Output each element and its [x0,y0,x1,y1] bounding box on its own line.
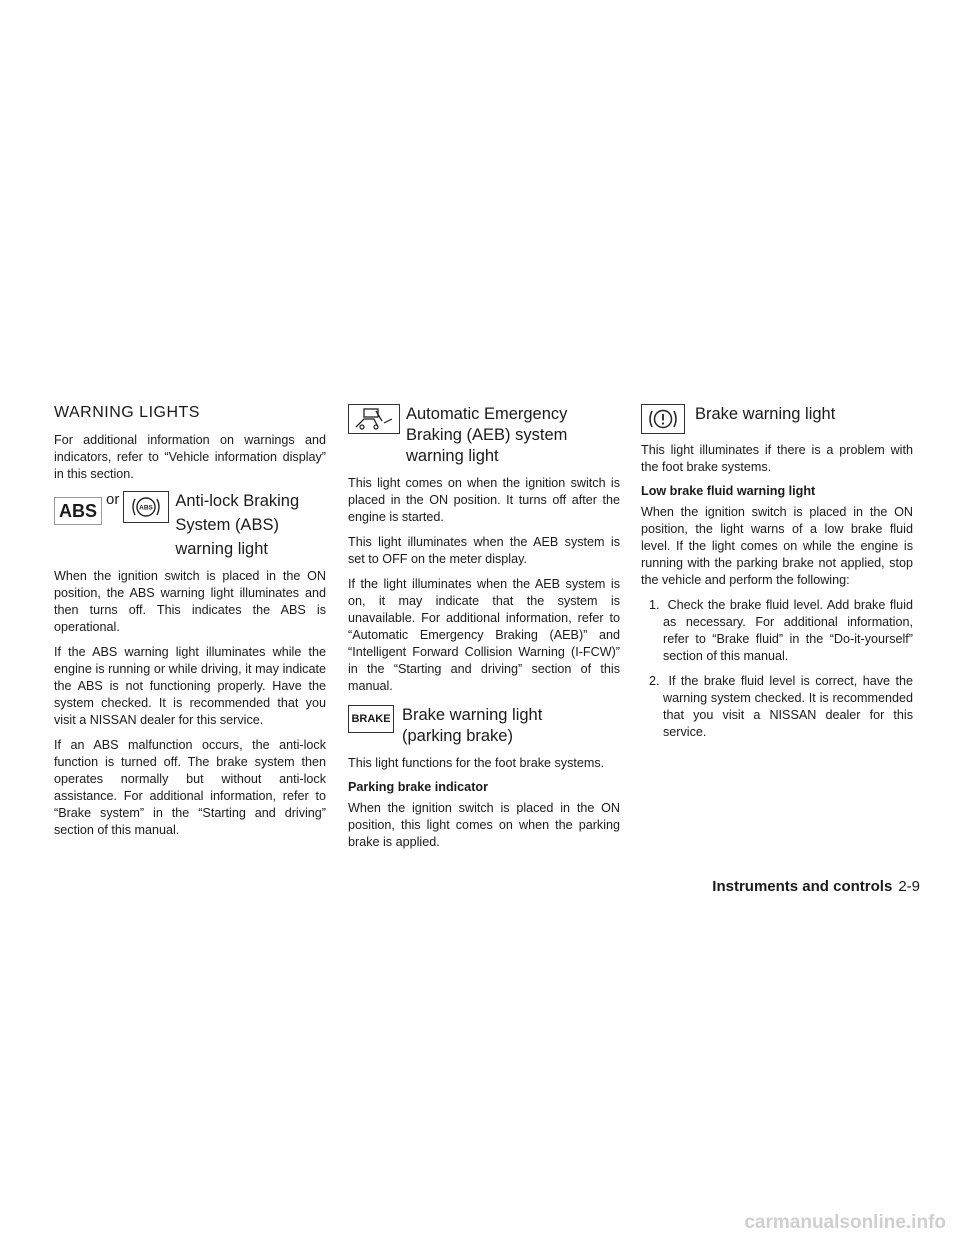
abs-circle-icon [123,491,169,523]
column-2 [348,400,620,859]
step-text: If the brake fluid level is correct, have the warning system checked. It is recommended that you visit a NISSAN dealer for this service. [663,674,914,739]
or-text: or [106,491,120,508]
aeb-title-line-1: Automatic Emergency [406,405,568,423]
column-3 [641,400,913,749]
footer-section-title: Instruments and controls [712,878,893,895]
aeb-header [348,404,620,467]
brake-paragraph-2: When the ignition switch is placed in the ON position, the light warns of a low brake fluid level. If the light comes on while the engine is running with the parking brake not applied, stop the vehicle and perform the following: [641,505,913,587]
brake-parking-paragraph-2: When the ignition switch is placed in the ON position, this light comes on when the parking brake is applied. [348,801,620,849]
brake-parking-title-line-1: Brake warning light [402,706,543,724]
brake-warning-icon [641,404,685,434]
abs-title-line-3: warning light [175,540,268,558]
brake-text-icon [348,705,394,733]
step-number: 1. [649,598,660,612]
list-item [641,673,913,741]
step-text: Check the brake fluid level. Add brake fluid as necessary. For additional information, refer to “Brake fluid” in the “Do-it-yourself” section of this manual. [663,598,913,663]
brake-header [641,404,913,434]
list-item [641,597,913,665]
brake-paragraph-1: This light illuminates if there is a problem with the foot brake systems. [641,443,913,474]
abs-title-line-1: Anti-lock Braking [175,492,300,510]
brake-parking-paragraph-1: This light functions for the foot brake systems. [348,756,605,770]
svg-text:ABS: ABS [139,504,154,512]
aeb-icon [348,404,400,434]
aeb-paragraph-1: This light comes on when the ignition switch is placed in the ON position. It turns off after the engine is started. [348,476,620,524]
aeb-paragraph-3: If the light illuminates when the AEB system is on, it may indicate that the system is unavailable. For additional information, refer to “Automatic Emergency Braking (AEB)” and “Intelligent Forward Collision Warning (I-FCW)” in the “Starting and driving” section of this manual. [348,577,620,693]
abs-paragraph-1: When the ignition switch is placed in the ON position, the ABS warning light illuminates and then turns off. This indicates the ABS is operational. [54,569,326,634]
brake-title [695,404,835,425]
aeb-paragraph-2: This light illuminates when the AEB system is set to OFF on the meter display. [348,535,620,566]
abs-paragraph-2: If the ABS warning light illuminates while the engine is running or while driving, it may indicate the ABS is not functioning properly. Have the system checked. It is recommended that you visit a NISSAN dealer for this service. [54,645,326,727]
abs-header [54,491,326,560]
page-number: 2-9 [898,878,920,895]
page-footer [712,878,920,895]
parking-brake-subhead: Parking brake indicator [348,780,488,794]
brake-steps-list [641,597,913,741]
step-number: 2. [649,674,660,688]
abs-title-line-2: System (ABS) [175,516,279,534]
abs-icon-label: ABS [58,500,97,521]
brake-parking-title-line-2: (parking brake) [402,727,513,745]
brake-title-text: Brake warning light [695,405,836,423]
abs-paragraph-3: If an ABS malfunction occurs, the anti-lock function is turned off. The brake system then operates normally but without anti-lock assistance. For additional information, refer to “Brake system” in the “Starting and driving” section of this manual. [54,738,326,837]
section-title: WARNING LIGHTS [54,404,200,421]
aeb-title-line-3: warning light [406,447,499,465]
aeb-title-line-2: Braking (AEB) system [406,426,568,444]
abs-text-icon [54,497,102,525]
brake-icon-label: BRAKE [351,713,391,725]
column-1 [54,400,326,847]
brake-parking-title [402,705,542,747]
abs-title [175,491,299,560]
aeb-title [406,404,567,467]
brake-parking-header [348,705,620,747]
intro-paragraph: For additional information on warnings and indicators, refer to “Vehicle information display” in this section. [54,433,326,481]
low-brake-fluid-subhead: Low brake fluid warning light [641,484,816,498]
watermark: carmanualsonline.info [744,1212,946,1233]
